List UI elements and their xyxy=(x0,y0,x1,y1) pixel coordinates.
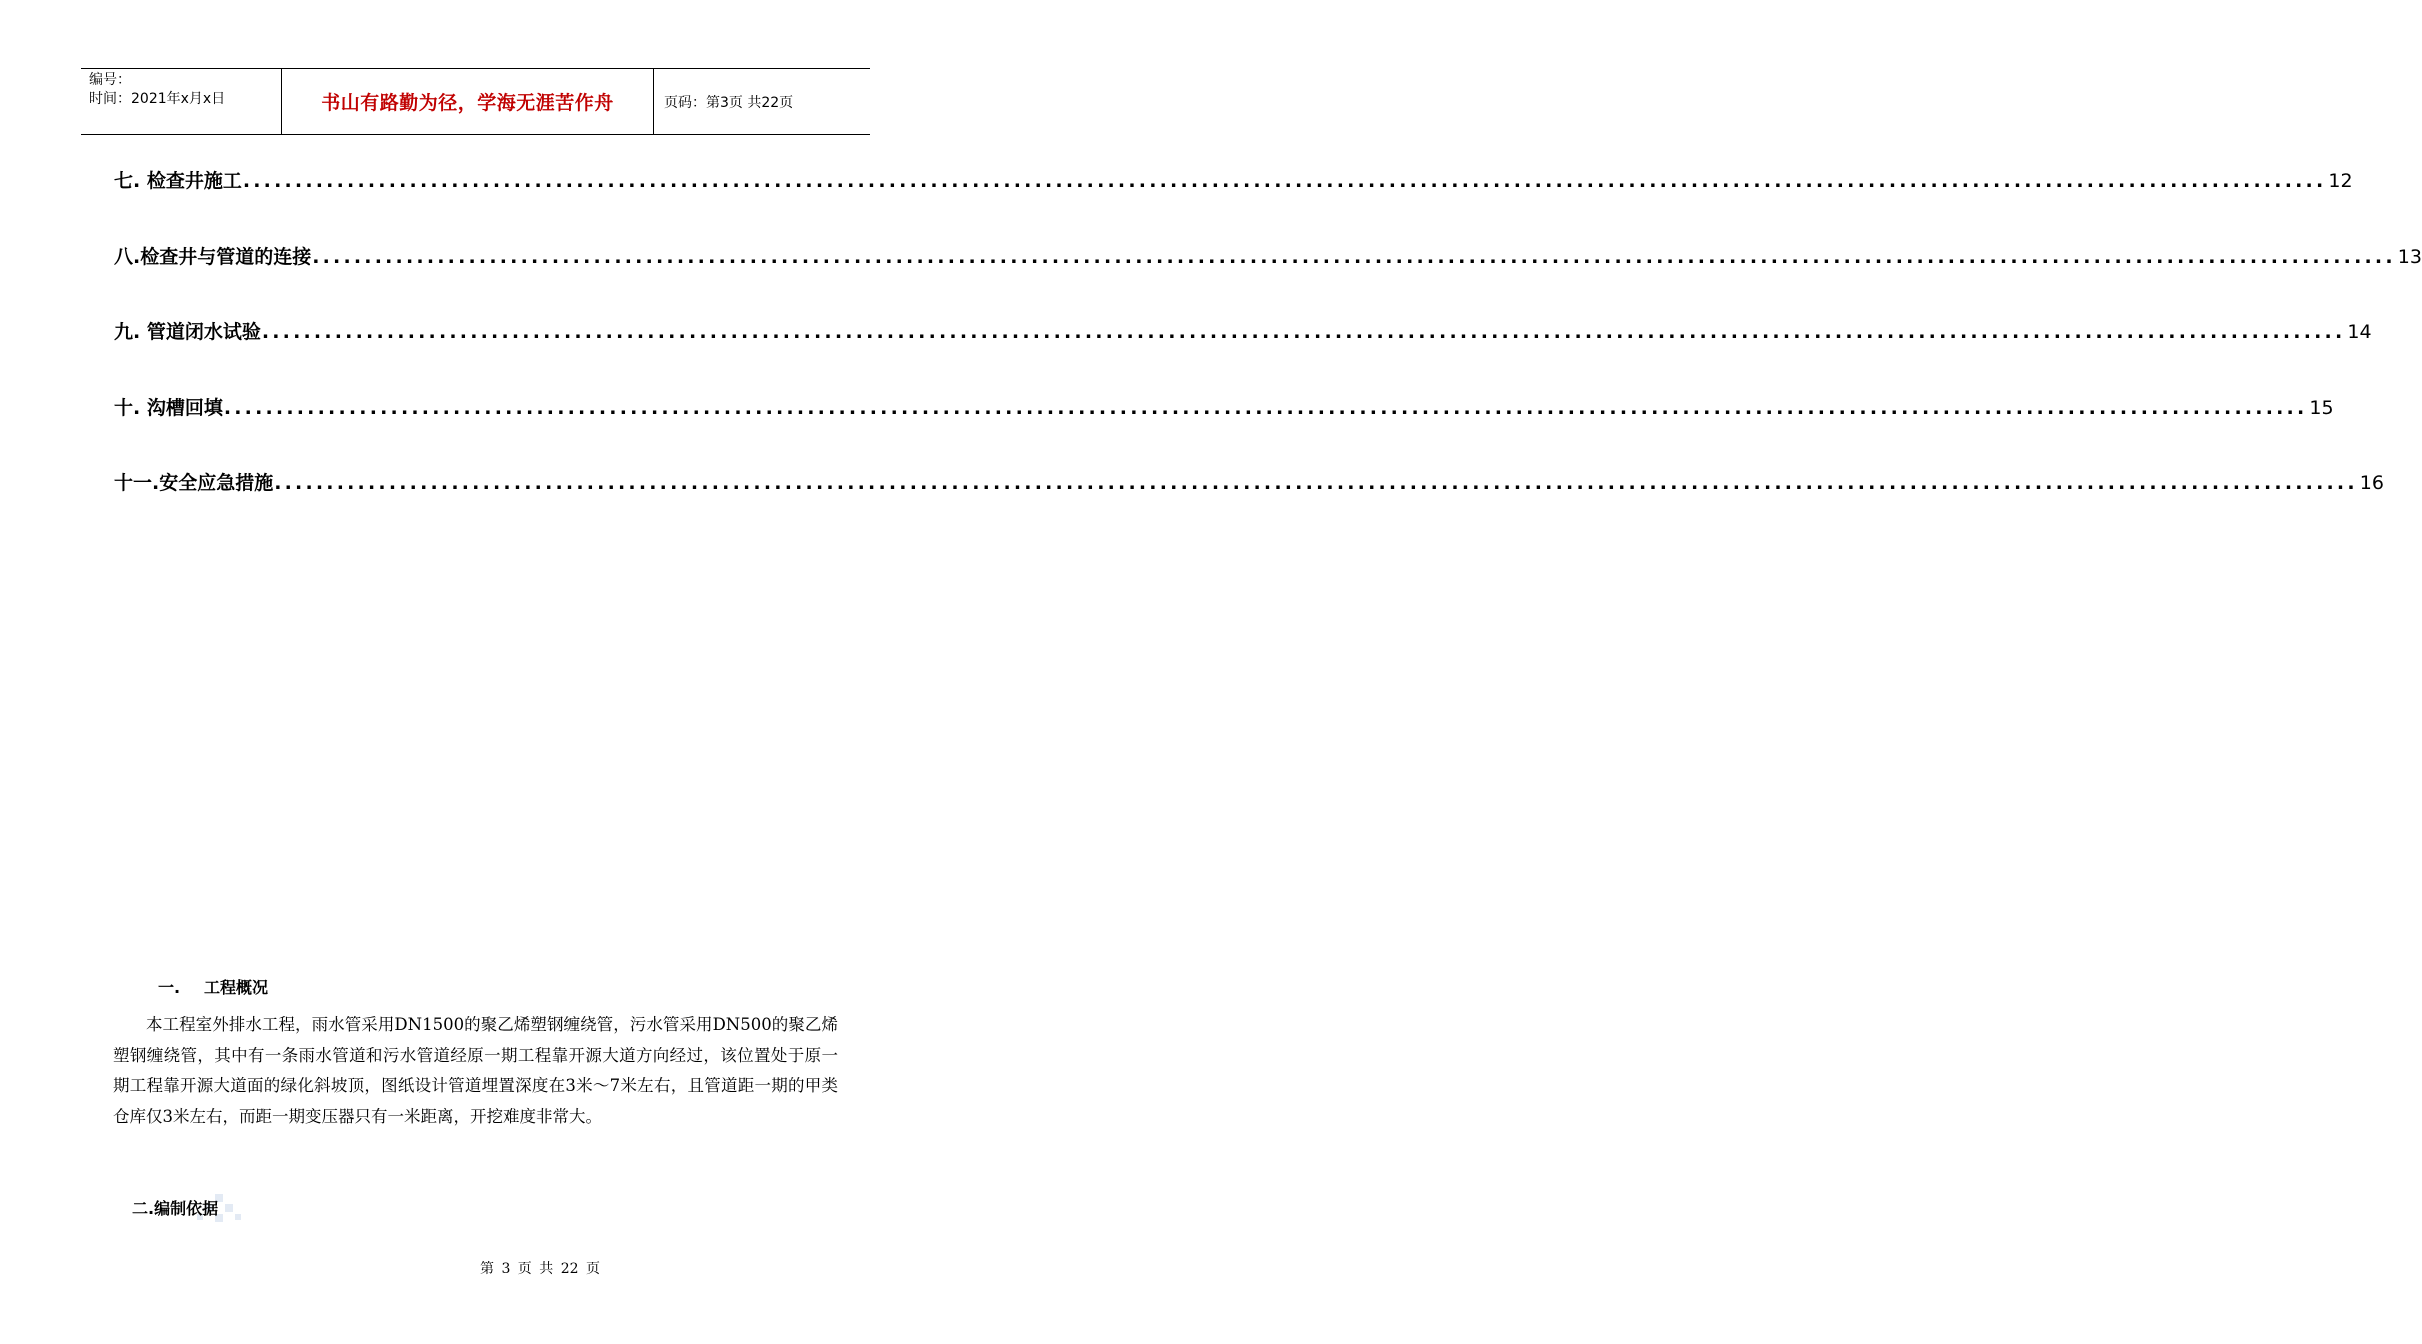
section-heading-overview xyxy=(158,975,268,998)
header-time-label: 时间：2021年x月x日 xyxy=(89,91,226,107)
section-heading-basis: 二.编制依据 xyxy=(132,1199,219,1218)
toc-entry[interactable] xyxy=(114,166,2353,242)
header-page-info: 页码：第3页 共22页 xyxy=(664,94,794,111)
toc-entry[interactable] xyxy=(114,468,2384,544)
toc-entry-title: 九. 管道闭水试验 xyxy=(114,321,261,343)
page-footer: 第 3 页 共 22 页 xyxy=(480,1261,600,1277)
toc-entry-page: 13 xyxy=(2397,245,2422,268)
header-motto-cell xyxy=(282,69,654,134)
toc-entry-title: 七. 检查井施工 xyxy=(114,170,242,192)
section-title: 工程概况 xyxy=(204,978,269,997)
header-number-label: 编号： xyxy=(89,72,131,88)
toc-entry-page: 14 xyxy=(2347,321,2372,343)
toc-entry-page: 15 xyxy=(2309,396,2334,419)
section-number: 一. xyxy=(158,978,181,997)
table-of-contents xyxy=(114,166,2422,544)
toc-dot-leader: ........................................................................................................................................................................................................ xyxy=(242,170,2327,192)
toc-entry-page: 12 xyxy=(2328,170,2353,192)
toc-entry-title: 八.检查井与管道的连接 xyxy=(114,245,312,268)
toc-entry[interactable] xyxy=(114,393,2334,469)
toc-entry[interactable] xyxy=(114,242,2422,318)
toc-entry[interactable] xyxy=(114,317,2372,393)
overview-paragraph: 本工程室外排水工程，雨水管采用DN1500的聚乙烯塑钢缠绕管，污水管采用DN500的聚乙烯塑钢缠绕管，其中有一条雨水管道和污水管道经原一期工程靠开源大道方向经过，该位置处于原一期工程靠开源大道面的绿化斜坡顶，图纸设计管道埋置深度在3米～7米左右，且管道距一期的甲类仓库仅3米左右，而距一期变压器只有一米距离，开挖难度非常大。 xyxy=(113,1015,838,1126)
toc-dot-leader: ........................................................................................................................................................................................................ xyxy=(223,396,2308,419)
toc-dot-leader: ........................................................................................................................................................................................................ xyxy=(274,472,2358,494)
toc-entry-title: 十. 沟槽回填 xyxy=(114,396,223,419)
toc-dot-leader: ........................................................................................................................................................................................................ xyxy=(261,321,2346,343)
toc-entry-page: 16 xyxy=(2359,472,2384,494)
overview-body xyxy=(113,1010,838,1132)
page-header xyxy=(81,68,870,135)
header-left-cell xyxy=(81,69,282,134)
toc-entry-title: 十一.安全应急措施 xyxy=(114,472,274,494)
toc-dot-leader: ........................................................................................................................................................................................................ xyxy=(312,245,2396,268)
header-motto: 书山有路勤为径，学海无涯苦作舟 xyxy=(321,92,614,114)
